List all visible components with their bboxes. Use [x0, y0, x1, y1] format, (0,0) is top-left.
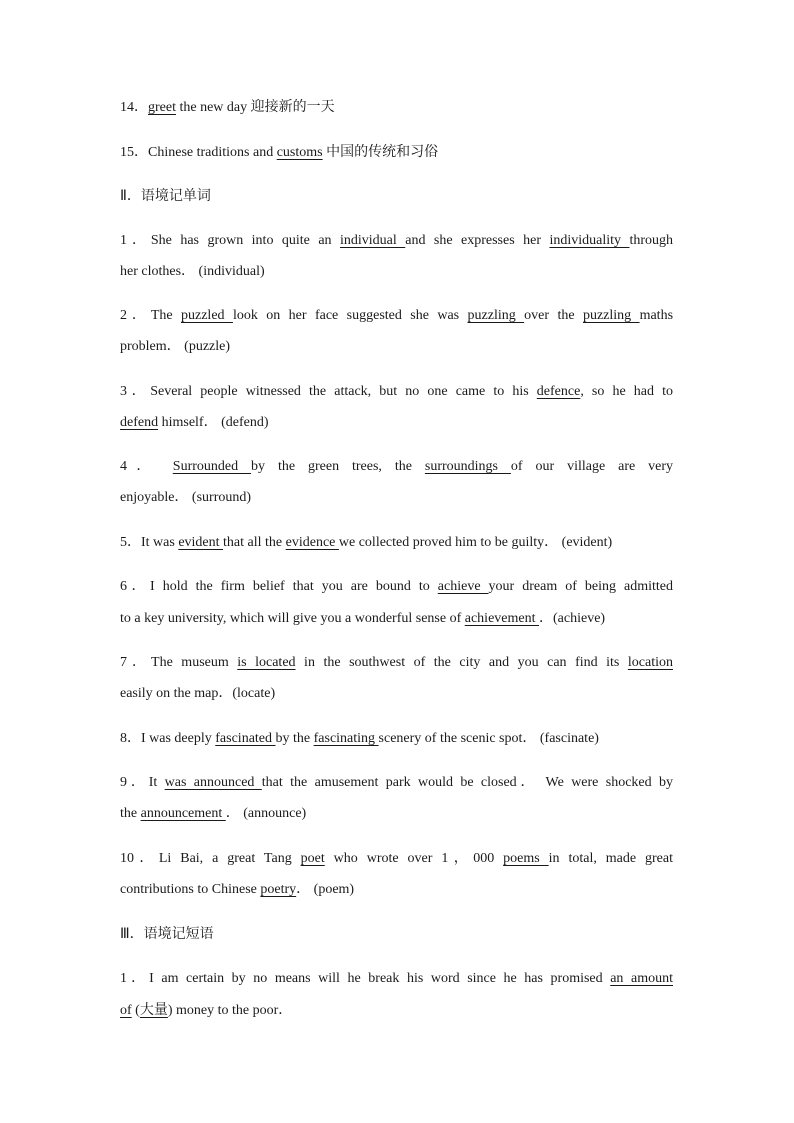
- question-6-line-2: to a key university, which will give you a wonderful sense of achievement ．(achieve): [120, 611, 606, 626]
- question-4-line-2: enjoyable． (surround): [120, 490, 252, 505]
- answer-blank: poems: [503, 851, 549, 866]
- question-8-line-1: 8．I was deeply fascinated by the fascinating scenery of the scenic spot． (fascinate): [120, 731, 599, 746]
- question-1-line-1: 1．She has grown into quite an individual and she expresses her individuality through: [120, 233, 674, 248]
- question-3-line-2: defend himself． (defend): [120, 415, 269, 430]
- answer-blank: defend: [120, 415, 159, 430]
- answer-blank: announcement: [140, 806, 226, 821]
- answer-blank: puzzling: [467, 308, 525, 323]
- answer-blank: 大量: [139, 1002, 168, 1018]
- question-9-line-2: the announcement ． (announce): [120, 806, 307, 821]
- answer-blank: evidence: [285, 535, 339, 550]
- question-9-line-1: 9．It was announced that the amusement park would be closed． We were shocked by: [120, 775, 673, 790]
- phrase-1-line-1: 1．I am certain by no means will he break his word since he has promised an amount: [120, 971, 673, 986]
- answer-blank: defence: [536, 384, 581, 399]
- answer-blank: location: [627, 655, 673, 670]
- question-10-line-2: contributions to Chinese poetry． (poem): [120, 882, 355, 897]
- answer-blank: an amount: [610, 971, 673, 986]
- answer-blank: fascinating: [313, 731, 379, 746]
- answer-blank: Surrounded: [172, 459, 252, 474]
- question-2-line-2: problem． (puzzle): [120, 339, 231, 354]
- answer-blank: poet: [300, 851, 325, 866]
- answer-blank: individuality: [549, 233, 630, 248]
- phrase-1-line-2: of (大量) money to the poor．: [120, 1002, 293, 1018]
- answer-blank: surroundings: [424, 459, 511, 474]
- question-3-line-1: 3．Several people witnessed the attack, but no one came to his defence, so he had to: [120, 384, 674, 399]
- vocab-item-14: 14．greet the new day 迎接新的一天: [120, 99, 335, 115]
- answer-blank: individual: [340, 233, 406, 248]
- vocab-item-15: 15．Chinese traditions and customs 中国的传统和习俗: [120, 144, 439, 160]
- answer-blank: is located: [237, 655, 296, 670]
- answer-blank: of: [120, 1003, 132, 1018]
- answer-blank: greet: [148, 100, 176, 115]
- section-heading-2: Ⅱ．语境记单词: [120, 188, 211, 204]
- answer-blank: puzzling: [582, 308, 640, 323]
- section-heading-3: Ⅲ．语境记短语: [120, 926, 214, 942]
- answer-blank: poetry: [260, 882, 297, 897]
- question-1-line-2: her clothes． (individual): [120, 264, 265, 279]
- question-5-line-1: 5．It was evident that all the evidence we collected proved him to be guilty． (evident): [120, 535, 613, 550]
- answer-blank: was announced: [164, 775, 262, 790]
- question-7-line-2: easily on the map．(locate): [120, 686, 276, 701]
- answer-blank: achievement: [464, 611, 539, 626]
- question-2-line-1: 2．The puzzled look on her face suggested she was puzzling over the puzzling maths: [120, 308, 674, 323]
- answer-blank: evident: [178, 535, 224, 550]
- question-7-line-1: 7．The museum is located in the southwest of the city and you can find its location: [120, 655, 673, 670]
- answer-blank: fascinated: [215, 731, 276, 746]
- question-4-line-1: 4． Surrounded by the green trees, the surroundings of our village are very: [120, 459, 674, 474]
- answer-blank: achieve: [437, 579, 489, 594]
- answer-blank: customs: [276, 145, 323, 160]
- question-6-line-1: 6．I hold the firm belief that you are bound to achieve your dream of being admitted: [120, 579, 673, 594]
- answer-blank: puzzled: [181, 308, 233, 323]
- question-10-line-1: 10．Li Bai, a great Tang poet who wrote over 1，000 poems in total, made great: [120, 851, 673, 866]
